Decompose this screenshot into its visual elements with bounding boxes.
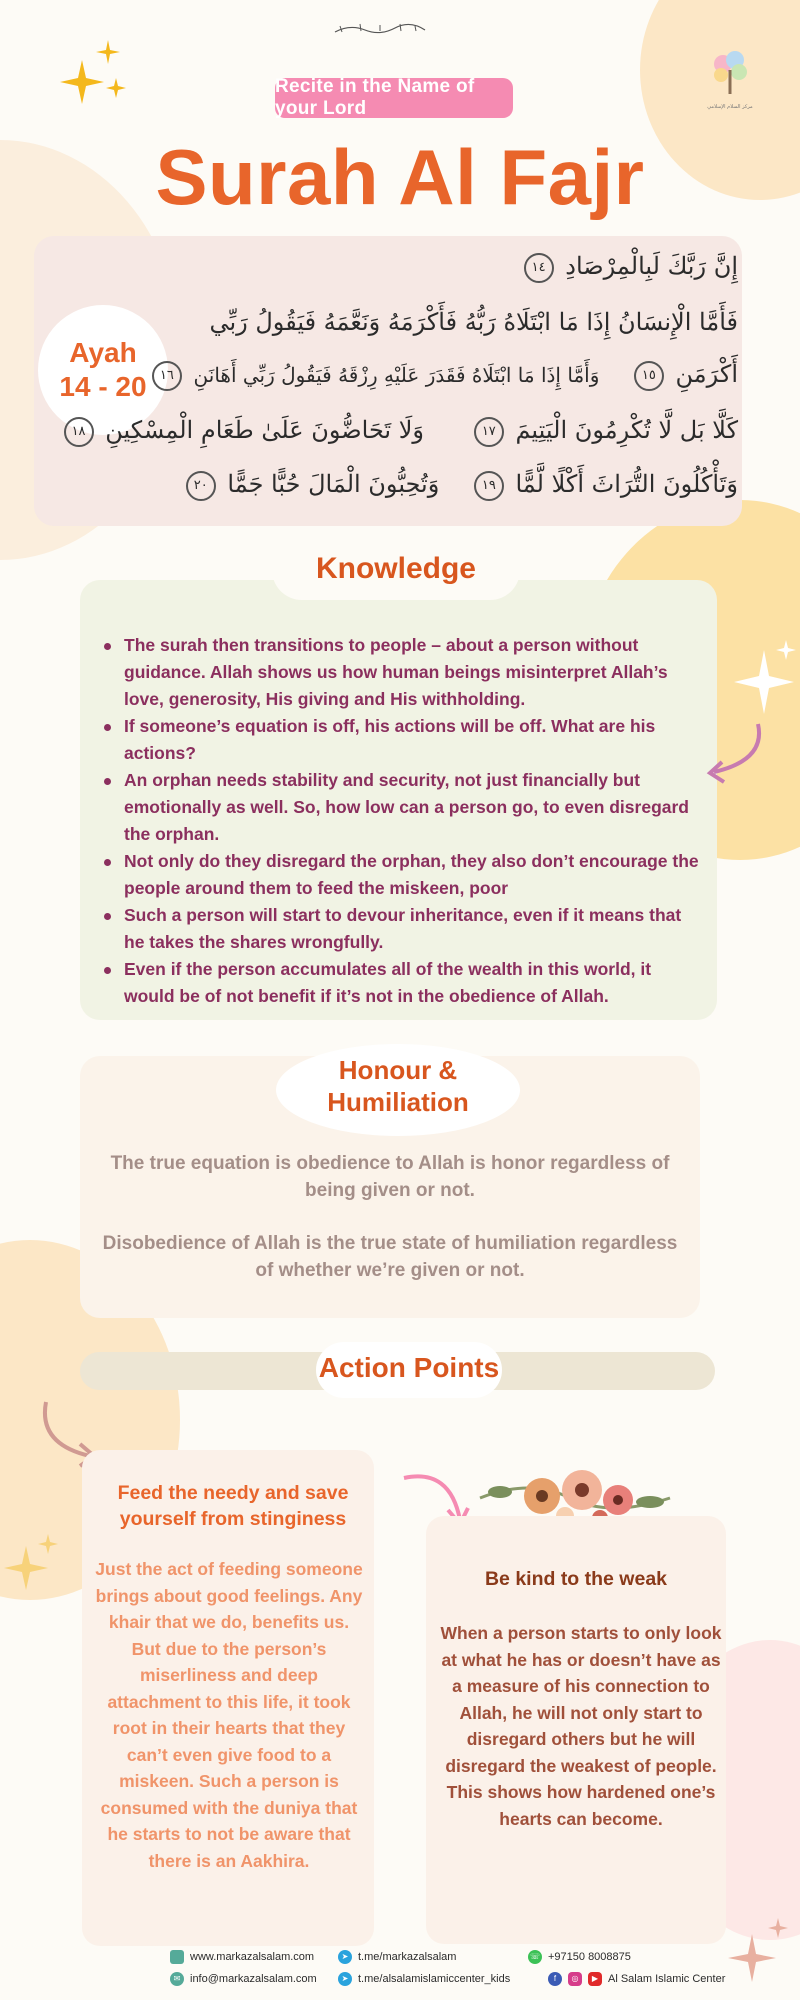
tagline-pill: Recite in the Name of your Lord <box>275 78 513 118</box>
knowledge-list <box>100 632 700 1010</box>
logo <box>700 48 760 118</box>
footer-org-text: Al Salam Islamic Center <box>608 1973 726 1985</box>
ayah-line-4 <box>60 416 738 447</box>
ayah-line-3 <box>148 360 738 391</box>
curved-arrow-icon <box>700 720 770 790</box>
footer-telegram-1-text: t.me/markazalsalam <box>358 1951 457 1963</box>
footer-email-text: info@markazalsalam.com <box>190 1973 317 1985</box>
footer <box>168 1948 728 1994</box>
logo-text: مركز السلام الإسلامي <box>707 104 753 110</box>
facebook-icon[interactable]: f <box>548 1972 562 1986</box>
honour-paragraph-1: The true equation is obedience to Allah is honor regardless of being given or not. <box>110 1153 670 1201</box>
ayah-text: وَأَمَّا إِذَا مَا ابْتَلَاهُ فَقَدَرَ عَلَيْهِ رِزْقَهُ فَيَقُولُ رَبِّي أَهَانَنِ <box>193 363 600 387</box>
ayah-text: إِنَّ رَبَّكَ لَبِالْمِرْصَادِ <box>565 252 738 280</box>
bismillah-calligraphy <box>330 18 430 38</box>
email-icon: ✉ <box>170 1972 184 1986</box>
sparkle-white-icon <box>728 640 798 720</box>
youtube-icon[interactable]: ▶ <box>588 1972 602 1986</box>
ayah-number-20: ٢٠ <box>186 471 216 501</box>
footer-website-text: www.markazalsalam.com <box>190 1951 315 1963</box>
honour-paragraph-2: Disobedience of Allah is the true state of humiliation regardless of whether we’re given or not. <box>102 1233 678 1281</box>
ayah-text: كَلَّا بَل لَّا تُكْرِمُونَ الْيَتِيمَ <box>515 416 738 444</box>
ayah-number-15: ١٥ <box>634 361 664 391</box>
sparkle-icon <box>52 38 128 114</box>
page-title: Surah Al Fajr <box>155 133 645 221</box>
honour-heading-line2: Humiliation <box>327 1087 469 1117</box>
footer-telegram-2-text: t.me/alsalamislamiccenter_kids <box>358 1973 511 1985</box>
ayah-number-17: ١٧ <box>474 417 504 447</box>
action-points-heading: Action Points <box>318 1352 500 1383</box>
telegram-icon: ➤ <box>338 1950 352 1964</box>
knowledge-item: Even if the person accumulates all of the wealth in this world, it would be of not benefit if it’s not in the obedience of Allah. <box>100 956 700 1010</box>
action-card-1-title: Feed the needy and save yourself from stinginess <box>117 1482 349 1530</box>
footer-whatsapp[interactable] <box>528 1950 631 1964</box>
ayah-text: أَكْرَمَنِ <box>675 360 738 388</box>
knowledge-item: The surah then transitions to people – about a person without guidance. Allah shows us how human beings misinterpret Allah’s love, generosity, His giving and His withholding. <box>100 632 700 713</box>
ayah-text: وَتَأْكُلُونَ التُّرَاثَ أَكْلًا لَّمًّا <box>515 470 738 498</box>
footer-telegram-2[interactable] <box>338 1972 510 1986</box>
action-card-2-body: When a person starts to only look at what he has or doesn’t have as a measure of his connection to Allah, he will not only start to disregard others but he will disregard the weakest of people. This shows how hardened one’s hearts can become. <box>440 1623 722 1829</box>
ayah-text: وَلَا تَحَاضُّونَ عَلَىٰ طَعَامِ الْمِسْكِينِ <box>105 416 425 444</box>
ayah-label: Ayah <box>69 337 137 369</box>
honour-heading-line1: Honour & <box>338 1055 458 1085</box>
ayah-text: وَتُحِبُّونَ الْمَالَ حُبًّا جَمًّا <box>227 470 440 498</box>
instagram-icon[interactable]: ◎ <box>568 1972 582 1986</box>
ayah-line-2 <box>209 308 738 336</box>
footer-whatsapp-text: +97150 8008875 <box>548 1951 631 1963</box>
logo-tree-icon <box>705 48 755 100</box>
ayah-line-1 <box>520 252 738 283</box>
ayah-number-18: ١٨ <box>64 417 94 447</box>
ayah-text: فَأَمَّا الْإِنسَانُ إِذَا مَا ابْتَلَاهُ رَبُّهُ فَأَكْرَمَهُ وَنَعَّمَهُ فَيَقُولُ رَبِّي <box>209 308 738 336</box>
knowledge-item: If someone’s equation is off, his actions will be off. What are his actions? <box>100 713 700 767</box>
sparkle-small-icon <box>4 1534 60 1594</box>
whatsapp-icon: ☏ <box>528 1950 542 1964</box>
knowledge-item: Such a person will start to devour inheritance, even if it means that he takes the shares wrongfully. <box>100 902 700 956</box>
footer-website[interactable] <box>170 1950 314 1964</box>
honour-heading <box>276 1054 520 1118</box>
sparkle-pink-icon <box>728 1918 792 1984</box>
ayah-number-14: ١٤ <box>524 253 554 283</box>
knowledge-item: Not only do they disregard the orphan, they also don’t encourage the people around them to feed the miskeen, poor <box>100 848 700 902</box>
ayah-number-16: ١٦ <box>152 361 182 391</box>
telegram-icon: ➤ <box>338 1972 352 1986</box>
footer-social[interactable] <box>548 1972 725 1986</box>
footer-telegram-1[interactable] <box>338 1950 456 1964</box>
ayah-range: 14 - 20 <box>59 371 147 402</box>
knowledge-heading: Knowledge <box>315 552 476 585</box>
action-card-2-title: Be kind to the weak <box>484 1568 668 1590</box>
globe-icon <box>170 1950 184 1964</box>
knowledge-item: An orphan needs stability and security, not just financially but emotionally as well. So, how low can a person go, to even disregard the orphan. <box>100 767 700 848</box>
action-card-1-body: Just the act of feeding someone brings about good feelings. Any khair that we do, benefits us. But due to the person’s miserliness and deep attachment to this life, it took root in their hearts that they can’t even give food to a miskeen. Such a person is consumed with the duniya that he starts to not be aware that there is an Aakhira. <box>95 1559 363 1871</box>
ayah-line-5 <box>182 470 738 501</box>
ayah-number-19: ١٩ <box>474 471 504 501</box>
footer-email[interactable] <box>170 1972 317 1986</box>
